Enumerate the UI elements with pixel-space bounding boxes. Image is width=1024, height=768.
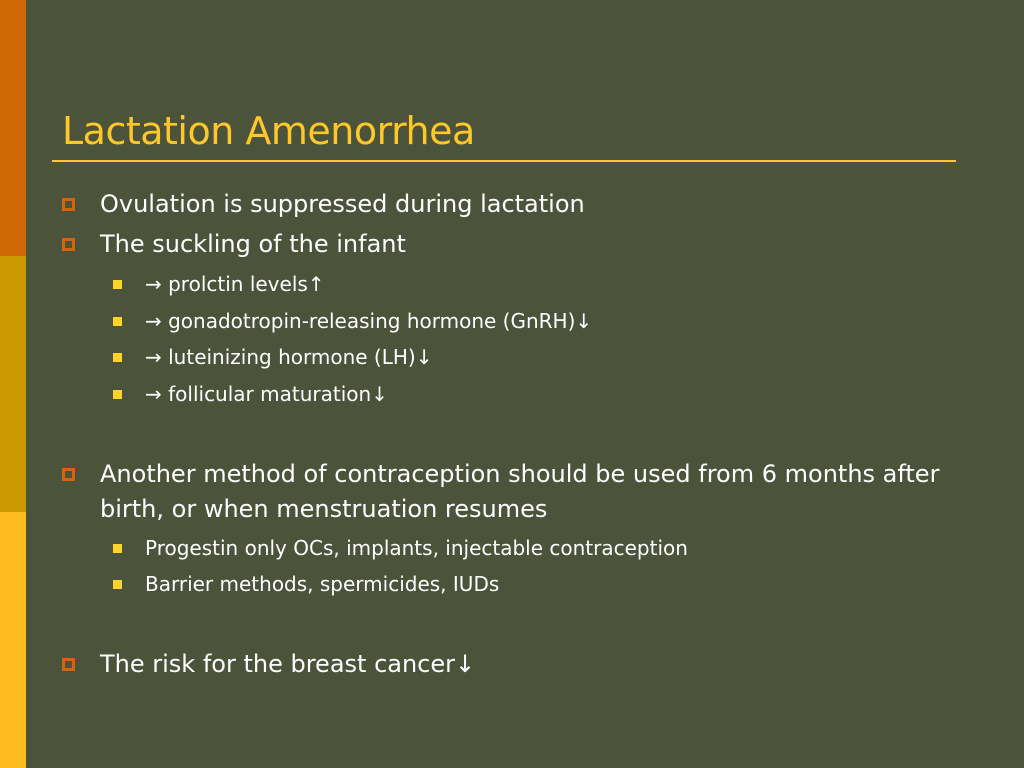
filled-square-bullet-icon <box>113 280 122 289</box>
bullet-item-suckling <box>62 227 982 262</box>
slide-title: Lactation Amenorrhea <box>62 109 475 153</box>
bullet-item-ovulation <box>62 187 982 222</box>
bullet-item-contraception <box>62 457 982 527</box>
subbullet-text: → prolctin levels↑ <box>145 272 325 296</box>
title-underline <box>52 160 956 162</box>
subbullet-item <box>113 380 973 408</box>
subbullet-item <box>113 570 973 598</box>
hollow-square-bullet-icon <box>62 198 75 211</box>
bullet-item-breast-cancer <box>62 647 982 682</box>
subbullet-item <box>113 343 973 371</box>
subbullet-text: → follicular maturation↓ <box>145 382 388 406</box>
bullet-text: The suckling of the infant <box>100 230 406 258</box>
subbullet-text: Barrier methods, spermicides, IUDs <box>145 572 500 596</box>
accent-band-middle <box>0 256 26 512</box>
subbullet-text: → luteinizing hormone (LH)↓ <box>145 345 433 369</box>
filled-square-bullet-icon <box>113 544 122 553</box>
subbullet-item <box>113 270 973 298</box>
filled-square-bullet-icon <box>113 580 122 589</box>
bullet-text: Ovulation is suppressed during lactation <box>100 190 585 218</box>
bullet-text: Another method of contraception should be used from 6 months after birth, or when menstruation resumes <box>100 460 940 523</box>
subbullet-text: Progestin only OCs, implants, injectable contraception <box>145 536 688 560</box>
filled-square-bullet-icon <box>113 353 122 362</box>
hollow-square-bullet-icon <box>62 238 75 251</box>
accent-band-top <box>0 0 26 256</box>
subbullet-item <box>113 534 973 562</box>
bullet-text: The risk for the breast cancer↓ <box>100 650 476 678</box>
subbullet-item <box>113 307 973 335</box>
hollow-square-bullet-icon <box>62 468 75 481</box>
filled-square-bullet-icon <box>113 317 122 326</box>
hollow-square-bullet-icon <box>62 658 75 671</box>
subbullet-text: → gonadotropin-releasing hormone (GnRH)↓ <box>145 309 593 333</box>
accent-band-bottom <box>0 512 26 768</box>
filled-square-bullet-icon <box>113 390 122 399</box>
